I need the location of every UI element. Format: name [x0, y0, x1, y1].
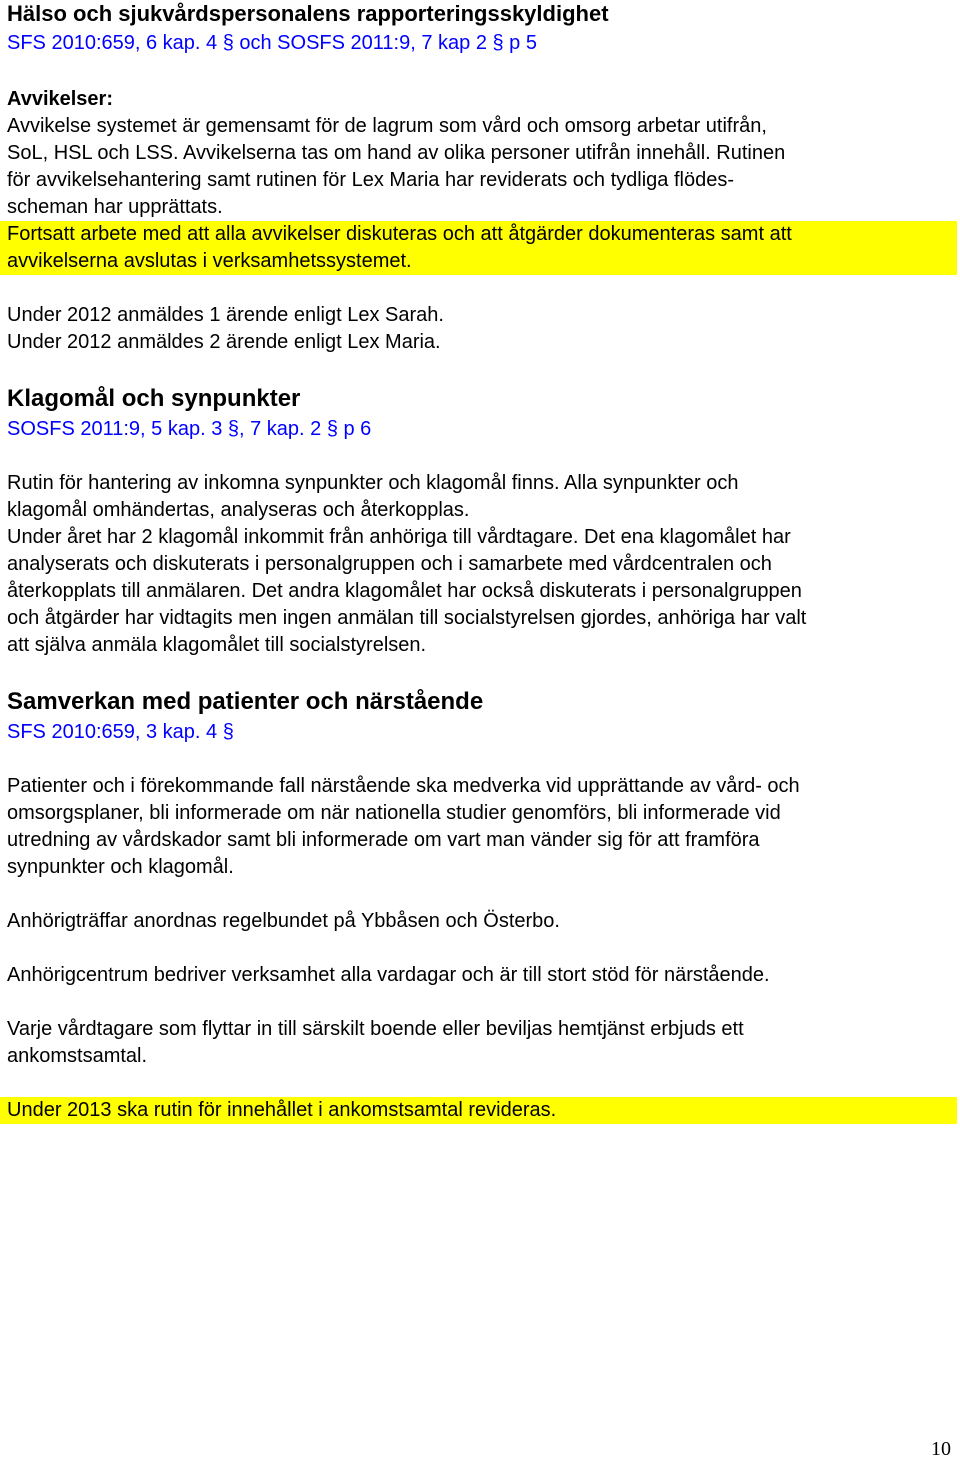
complaints-line: Under året har 2 klagomål inkommit från anhöriga till vårdtagare. Det ena klagomålet har: [7, 526, 791, 548]
complaints-line: analyserats och diskuterats i personalgruppen och i samarbete med vårdcentralen och: [7, 553, 772, 575]
section-title-cooperation: Samverkan med patienter och närstående: [7, 688, 484, 715]
cooperation-line: synpunkter och klagomål.: [7, 856, 234, 878]
legal-reference-cooperation[interactable]: SFS 2010:659, 3 kap. 4 §: [7, 721, 234, 743]
complaints-line: återkopplats till anmälaren. Det andra klagomålet har också diskuterats i personalgruppen: [7, 580, 802, 602]
report-line-lex-sarah: Under 2012 anmäldes 1 ärende enligt Lex Sarah.: [7, 304, 444, 326]
cooperation-line: utredning av vårdskador samt bli informerade om vart man vänder sig för att framföra: [7, 829, 760, 851]
report-line-lex-maria: Under 2012 anmäldes 2 ärende enligt Lex Maria.: [7, 331, 441, 353]
relatives-center-text: Anhörigcentrum bedriver verksamhet alla vardagar och är till stort stöd för närstående.: [7, 964, 770, 986]
deviations-line: Avvikelse systemet är gemensamt för de lagrum som vård och omsorg arbetar utifrån,: [7, 115, 767, 137]
subheading-deviations: Avvikelser:: [7, 88, 113, 110]
section-title-reporting: Hälso och sjukvårdspersonalens rapporteringsskyldighet: [7, 1, 609, 26]
cooperation-line: Patienter och i förekommande fall närstående ska medverka vid upprättande av vård- och: [7, 775, 800, 797]
complaints-line: och åtgärder har vidtagits men ingen anmälan till socialstyrelsen gjordes, anhöriga har valt: [7, 607, 807, 629]
highlight-revision-text: Under 2013 ska rutin för innehållet i ankomstsamtal revideras.: [7, 1099, 557, 1121]
arrival-talk-line: ankomstsamtal.: [7, 1045, 148, 1067]
relatives-meetings-text: Anhörigträffar anordnas regelbundet på Ybbåsen och Österbo.: [7, 910, 560, 932]
deviations-line: SoL, HSL och LSS. Avvikelserna tas om hand av olika personer utifrån innehåll. Rutinen: [7, 142, 786, 164]
highlight-line: Fortsatt arbete med att alla avvikelser diskuteras och att åtgärder dokumenteras samt att: [7, 223, 792, 245]
complaints-line: Rutin för hantering av inkomna synpunkter och klagomål finns. Alla synpunkter och: [7, 472, 739, 494]
deviations-line: för avvikelsehantering samt rutinen för Lex Maria har reviderats och tydliga flödes-: [7, 169, 735, 191]
complaints-line: klagomål omhändertas, analyseras och återkopplas.: [7, 499, 470, 521]
arrival-talk-line: Varje vårdtagare som flyttar in till särskilt boende eller beviljas hemtjänst erbjuds ett: [7, 1018, 744, 1040]
highlight-line: avvikelserna avslutas i verksamhetssystemet.: [7, 250, 412, 272]
page-number: 10: [931, 1438, 951, 1460]
legal-reference-complaints[interactable]: SOSFS 2011:9, 5 kap. 3 §, 7 kap. 2 § p 6: [7, 418, 372, 440]
cooperation-line: omsorgsplaner, bli informerade om när nationella studier genomförs, bli informerade vid: [7, 802, 781, 824]
deviations-line: scheman har upprättats.: [7, 196, 223, 218]
section-title-complaints: Klagomål och synpunkter: [7, 385, 301, 412]
complaints-line: att själva anmäla klagomålet till socialstyrelsen.: [7, 634, 427, 656]
legal-reference-reporting[interactable]: SFS 2010:659, 6 kap. 4 § och SOSFS 2011:9, 7 kap 2 § p 5: [7, 32, 537, 54]
